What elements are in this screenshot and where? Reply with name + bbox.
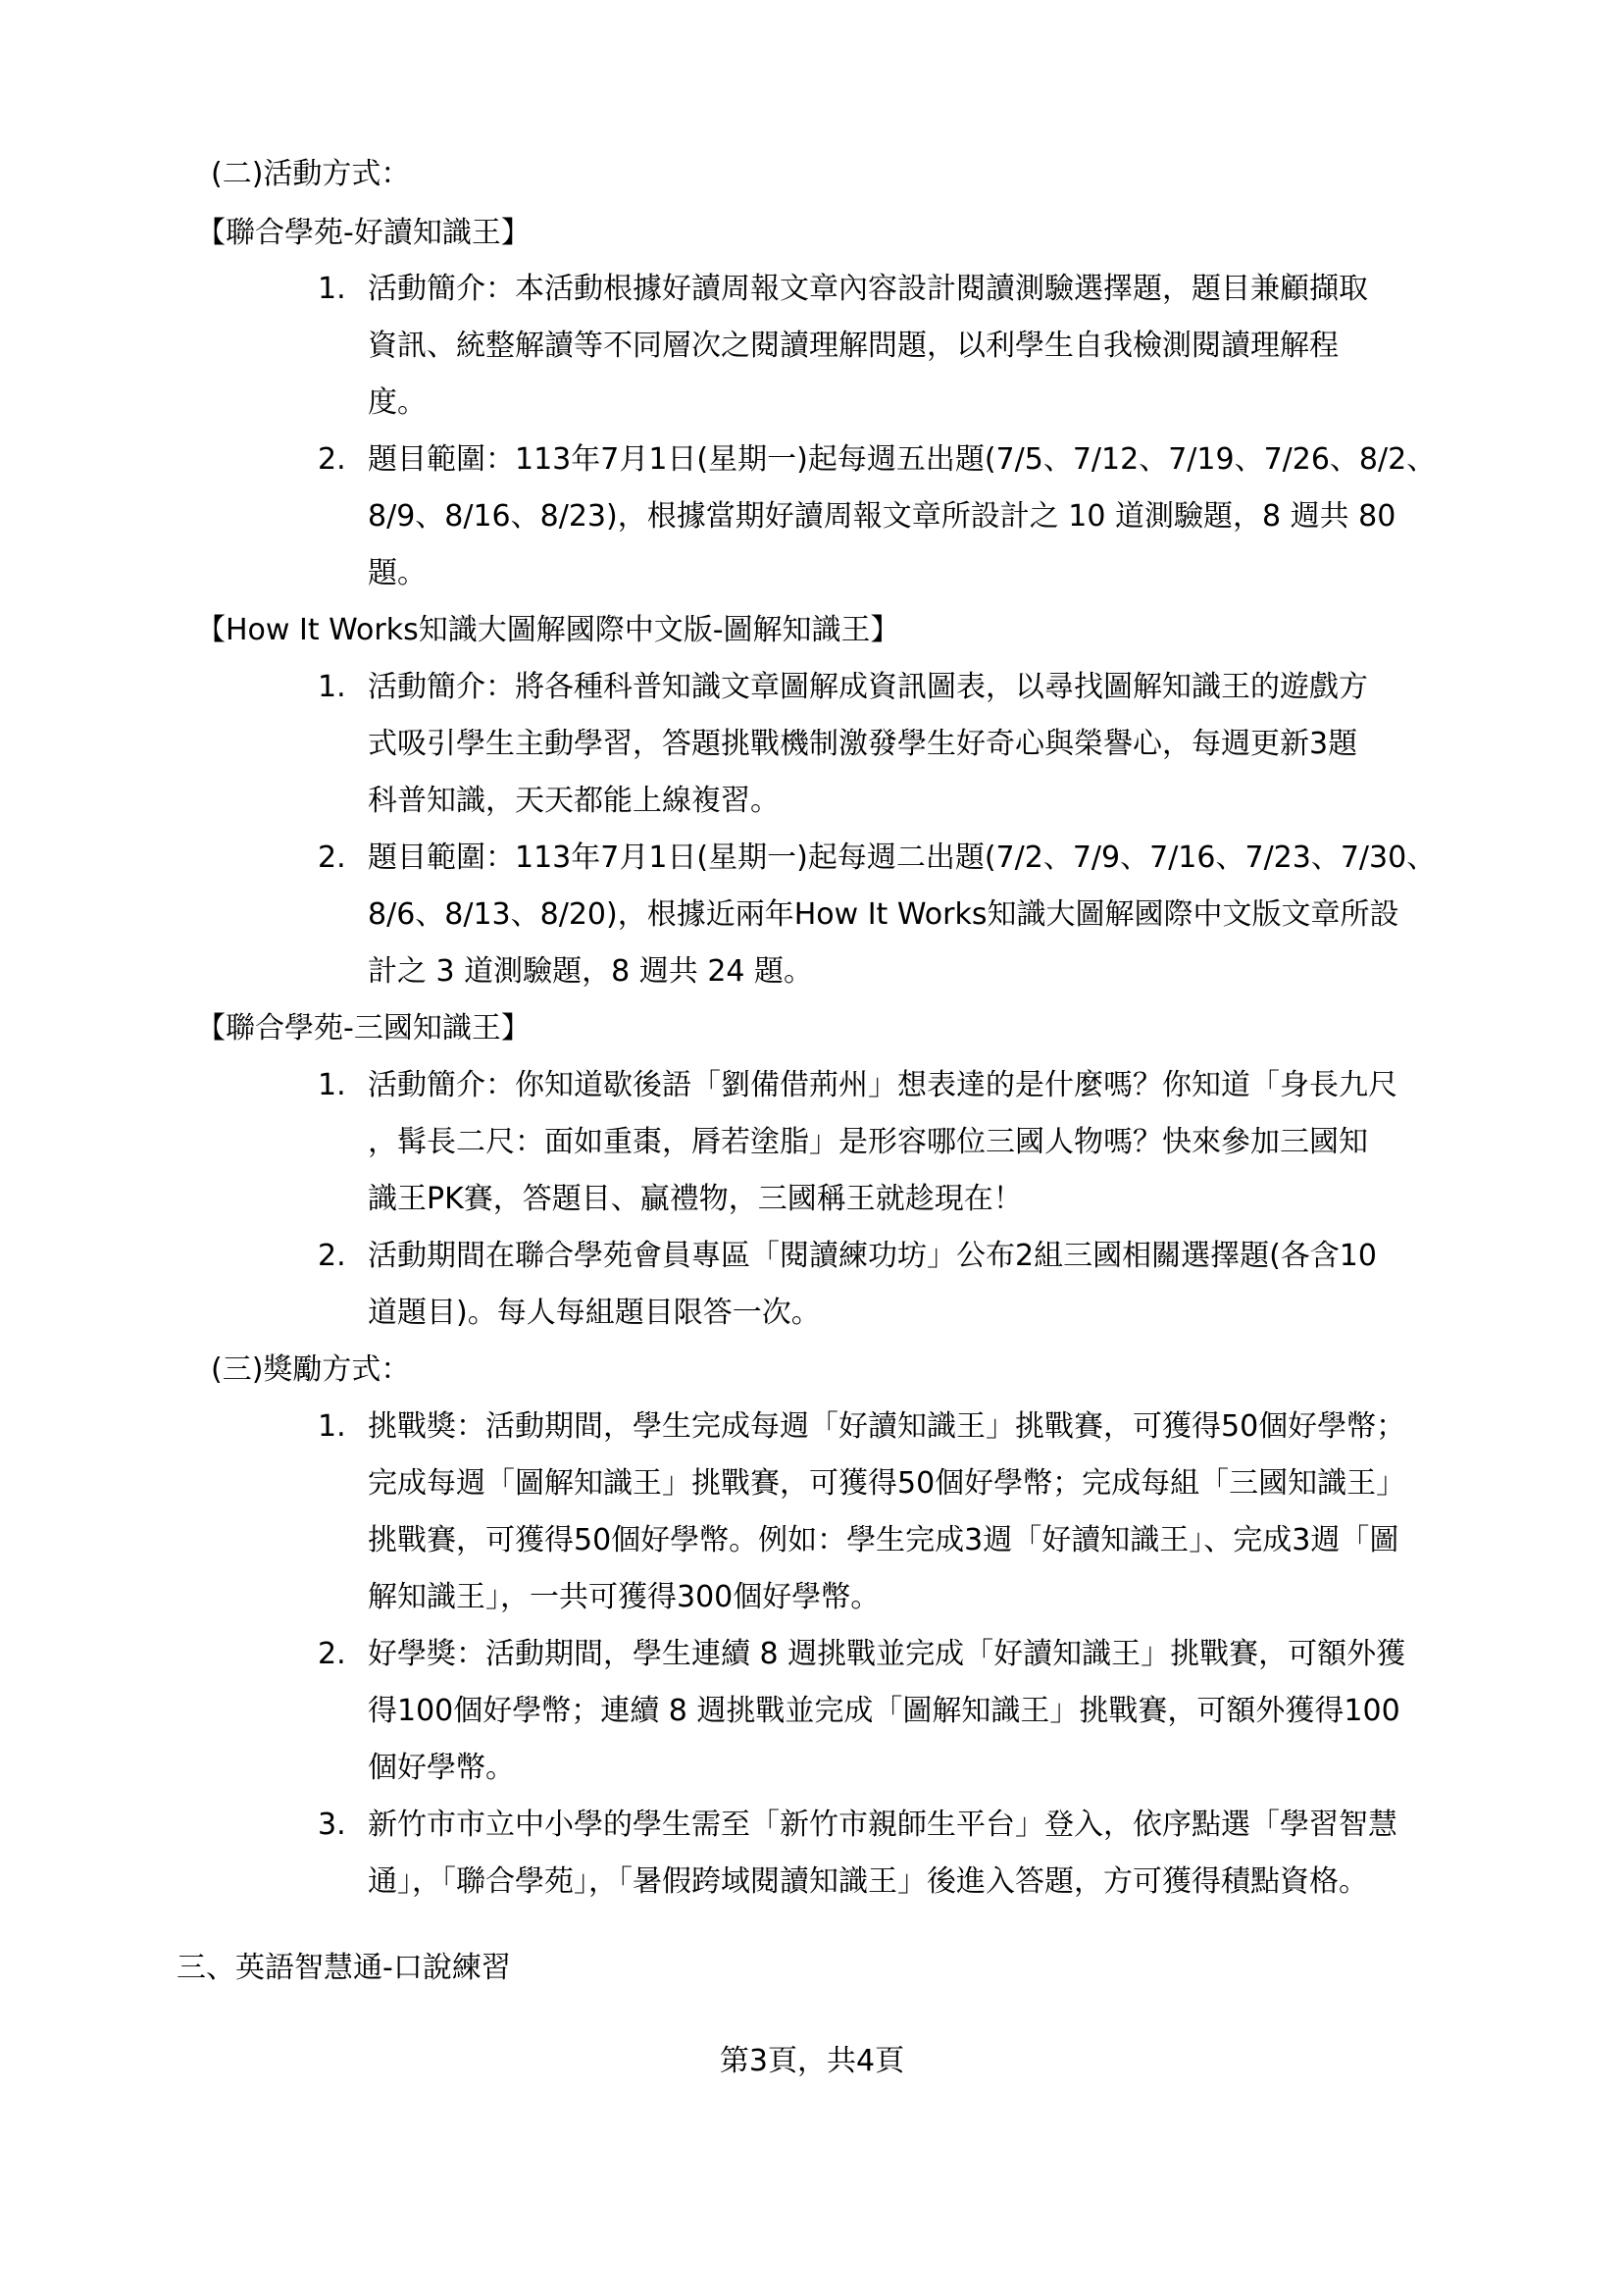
list-item-text: 題目範圍：113年7月1日(星期一)起每週五出題(7/5、7/12、7/19、7/26、8/2、 <box>368 442 1437 477</box>
list-item-text: 計之 3 道測驗題，8 週共 24 題。 <box>368 954 814 989</box>
list-item-text: 挑戰賽，可獲得50個好學幣。例如：學生完成3週「好讀知識王」、完成3週「圖 <box>368 1523 1399 1557</box>
list-item-text: 度。 <box>368 385 427 420</box>
rewards-heading: (三)獎勵方式： <box>211 1352 411 1387</box>
list-item-text: 科普知識，天天都能上線複習。 <box>368 784 780 818</box>
list-item-text: 題。 <box>368 556 427 590</box>
list-item-text: 8/9、8/16、8/23)，根據當期好讀周報文章所設計之 10 道測驗題，8 週共 80 <box>368 499 1396 534</box>
list-item-number: 2. <box>318 1637 346 1671</box>
list-item-number: 2. <box>318 1239 346 1273</box>
list-item-text: 式吸引學生主動學習，答題挑戰機制激發學生好奇心與榮譽心，每週更新3題 <box>368 727 1358 761</box>
list-item-text: 8/6、8/13、8/20)，根據近兩年How It Works知識大圖解國際中文版文章所設 <box>368 897 1399 932</box>
list-item-number: 3. <box>318 1808 346 1842</box>
list-item-text: 活動簡介：將各種科普知識文章圖解成資訊圖表，以尋找圖解知識王的遊戲方 <box>368 670 1368 704</box>
section-title-good-read: 【聯合學苑-好讀知識王】 <box>196 216 531 250</box>
list-item-text: 解知識王」，一共可獲得300個好學幣。 <box>368 1580 881 1614</box>
list-item-number: 2. <box>318 442 346 477</box>
list-item-text: 新竹市市立中小學的學生需至「新竹市親師生平台」登入，依序點選「學習智慧 <box>368 1808 1397 1842</box>
list-item-text: 活動簡介：你知道歇後語「劉備借荊州」想表達的是什麼嗎？你知道「身長九尺 <box>368 1068 1397 1102</box>
list-item-text: 資訊、統整解讀等不同層次之閱讀理解問題，以利學生自我檢測閱讀理解程 <box>368 329 1339 363</box>
list-item-text: 題目範圍：113年7月1日(星期一)起每週二出題(7/2、7/9、7/16、7/23、7/30、 <box>368 841 1437 875</box>
list-item-text: 個好學幣。 <box>368 1751 515 1785</box>
method-heading: (二)活動方式： <box>211 157 411 191</box>
page-number-footer: 第3頁，共4頁 <box>719 2044 905 2078</box>
section-title-three-kingdoms: 【聯合學苑-三國知識王】 <box>196 1011 531 1045</box>
list-item-number: 1. <box>318 1409 346 1444</box>
list-item-text: 識王PK賽，答題目、贏禮物，三國稱王就趁現在！ <box>368 1182 1023 1216</box>
list-item-number: 2. <box>318 841 346 875</box>
list-item-number: 1. <box>318 272 346 306</box>
section-title-how-it-works: 【How It Works知識大圖解國際中文版-圖解知識王】 <box>196 613 900 647</box>
list-item-text: 好學獎：活動期間，學生連續 8 週挑戰並完成「好讀知識王」挑戰賽，可額外獲 <box>368 1637 1406 1671</box>
list-item-text: 道題目)。每人每組題目限答一次。 <box>368 1296 821 1330</box>
list-item-text: 活動期間在聯合學苑會員專區「閱讀練功坊」公布2組三國相關選擇題(各含10 <box>368 1239 1377 1273</box>
list-item-text: 活動簡介：本活動根據好讀周報文章內容設計閱讀測驗選擇題，題目兼顧擷取 <box>368 272 1368 306</box>
list-item-text: 通」，「聯合學苑」，「暑假跨域閱讀知識王」後進入答題，方可獲得積點資格。 <box>368 1864 1368 1899</box>
list-item-text: 挑戰獎：活動期間，學生完成每週「好讀知識王」挑戰賽，可獲得50個好學幣； <box>368 1409 1406 1444</box>
section-heading-english: 三、英語智慧通-口說練習 <box>177 1951 511 1985</box>
list-item-text: ，髯長二尺：面如重棗，脣若塗脂」是形容哪位三國人物嗎？快來參加三國知 <box>368 1125 1368 1159</box>
list-item-text: 得100個好學幣；連續 8 週挑戰並完成「圖解知識王」挑戰賽，可額外獲得100 <box>368 1694 1400 1728</box>
list-item-number: 1. <box>318 670 346 704</box>
list-item-number: 1. <box>318 1068 346 1102</box>
list-item-text: 完成每週「圖解知識王」挑戰賽，可獲得50個好學幣；完成每組「三國知識王」 <box>368 1466 1406 1501</box>
